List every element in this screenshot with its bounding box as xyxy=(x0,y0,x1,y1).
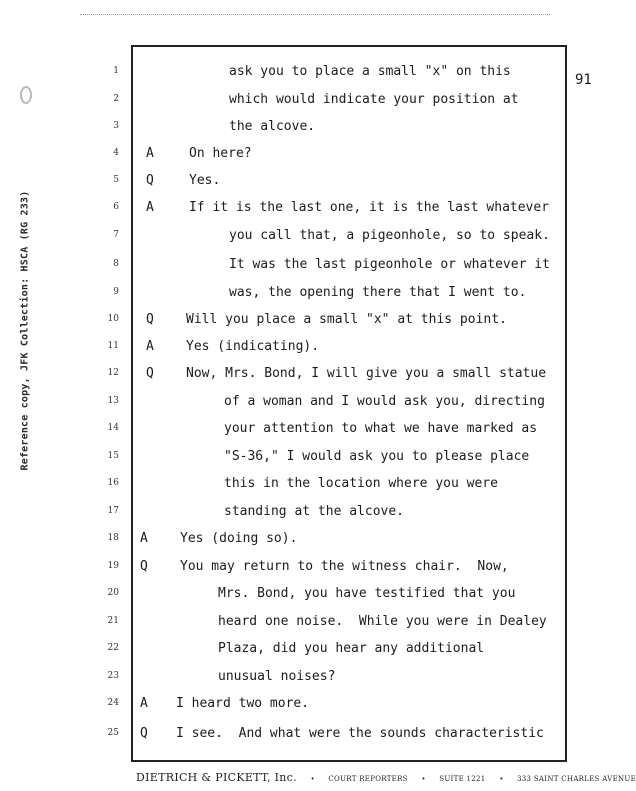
transcript-line: Yes (indicating). xyxy=(186,339,320,354)
line-number: 13 xyxy=(107,396,119,406)
transcript-line: the alcove. xyxy=(229,119,316,134)
line-number: 8 xyxy=(113,259,119,269)
transcript-line: which would indicate your position at xyxy=(229,92,519,107)
speaker-label: Q xyxy=(146,312,154,327)
top-scan-rule xyxy=(80,14,550,15)
transcript-line: ask you to place a small "x" on this xyxy=(229,64,511,79)
transcript-line: your attention to what we have marked as xyxy=(224,421,538,436)
speaker-label: Q xyxy=(140,559,148,574)
speaker-label: A xyxy=(146,339,154,354)
transcript-line: I heard two more. xyxy=(176,696,310,711)
footer-firm: DIETRICH & PICKETT, Inc. xyxy=(136,771,297,784)
speaker-label: A xyxy=(146,200,154,215)
footer-reporters: COURT REPORTERS xyxy=(328,775,408,783)
transcript-line: Yes. xyxy=(189,173,221,188)
line-number: 17 xyxy=(107,506,119,516)
speaker-label: Q xyxy=(146,366,154,381)
speaker-label: Q xyxy=(140,726,148,741)
footer-address: 333 SAINT CHARLES AVENUE xyxy=(517,775,636,783)
transcript-line: you call that, a pigeonhole, so to speak. xyxy=(229,228,550,243)
footer-separator: • xyxy=(310,775,315,783)
line-number: 18 xyxy=(107,533,119,543)
line-number: 5 xyxy=(113,175,119,185)
line-number: 16 xyxy=(107,478,119,488)
transcript-line: Mrs. Bond, you have testified that you xyxy=(218,586,516,601)
line-number: 21 xyxy=(107,616,119,626)
transcript-line: heard one noise. While you were in Dealey xyxy=(218,614,547,629)
line-number: 11 xyxy=(107,341,119,351)
line-number: 22 xyxy=(107,643,119,653)
transcript-line: Will you place a small "x" at this point. xyxy=(186,312,507,327)
transcript-line: this in the location where you were xyxy=(224,476,498,491)
line-number: 25 xyxy=(107,728,119,738)
line-number: 4 xyxy=(113,148,119,158)
speaker-label: A xyxy=(146,146,154,161)
line-number: 7 xyxy=(113,230,119,240)
line-number: 15 xyxy=(107,451,119,461)
footer-separator: • xyxy=(421,775,426,783)
transcript-line: I see. And what were the sounds characteristic xyxy=(176,726,544,741)
line-number: 12 xyxy=(107,368,119,378)
transcript-line: "S-36," I would ask you to please place xyxy=(224,449,530,464)
binder-hole-mark xyxy=(20,86,32,104)
speaker-label: A xyxy=(140,696,148,711)
line-number: 6 xyxy=(113,202,119,212)
speaker-label: A xyxy=(140,531,148,546)
line-number: 2 xyxy=(113,94,119,104)
transcript-line: If it is the last one, it is the last whatever xyxy=(189,200,550,215)
line-number: 23 xyxy=(107,671,119,681)
transcript-line: of a woman and I would ask you, directing xyxy=(224,394,545,409)
archive-reference-stamp: Reference copy, JFK Collection: HSCA (RG 233) xyxy=(19,190,31,471)
transcript-line: Plaza, did you hear any additional xyxy=(218,641,485,656)
transcript-line: Yes (doing so). xyxy=(180,531,298,546)
transcript-line: You may return to the witness chair. Now, xyxy=(180,559,509,574)
line-number: 10 xyxy=(107,314,119,324)
speaker-label: Q xyxy=(146,173,154,188)
transcript-line: On here? xyxy=(189,146,252,161)
line-number: 20 xyxy=(107,588,119,598)
line-number: 14 xyxy=(107,423,119,433)
transcript-line: was, the opening there that I went to. xyxy=(229,285,527,300)
line-number: 1 xyxy=(113,66,119,76)
line-number: 3 xyxy=(113,121,119,131)
line-number: 19 xyxy=(107,561,119,571)
page-footer xyxy=(136,766,636,785)
transcript-line: Now, Mrs. Bond, I will give you a small statue xyxy=(186,366,547,381)
transcript-line: unusual noises? xyxy=(218,669,336,684)
footer-separator: • xyxy=(499,775,504,783)
page-number: 91 xyxy=(575,72,592,88)
transcript-line: It was the last pigeonhole or whatever it xyxy=(229,257,550,272)
footer-suite: SUITE 1221 xyxy=(439,775,486,783)
transcript-line: standing at the alcove. xyxy=(224,504,405,519)
line-number: 24 xyxy=(107,698,119,708)
line-number: 9 xyxy=(113,287,119,297)
